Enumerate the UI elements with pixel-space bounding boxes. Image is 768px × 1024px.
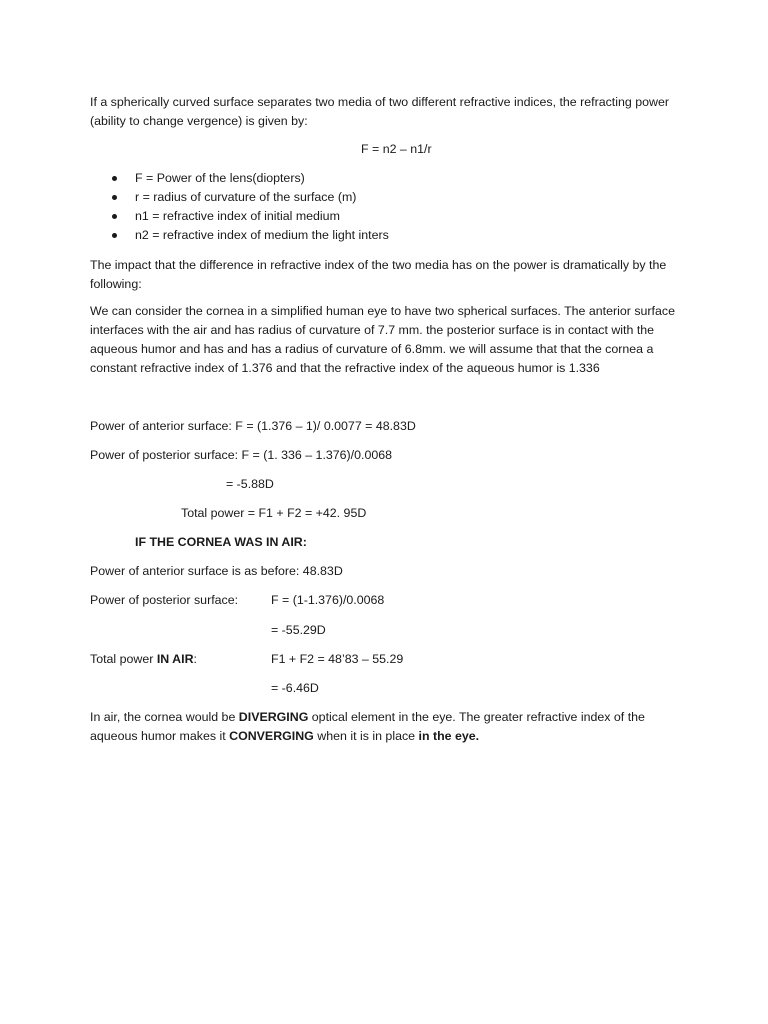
air-posterior-label: Power of posterior surface: bbox=[90, 593, 239, 607]
air-anterior-line: Power of anterior surface is as before: 48.83D bbox=[90, 564, 343, 578]
definitions-list bbox=[110, 169, 389, 245]
air-posterior-result: = -55.29D bbox=[271, 623, 326, 637]
list-item: n1 = refractive index of initial medium bbox=[110, 207, 389, 226]
air-total-result: = -6.46D bbox=[271, 681, 319, 695]
posterior-power-result: = -5.88D bbox=[226, 477, 274, 491]
bullet-icon bbox=[112, 233, 117, 238]
air-total-label: Total power IN AIR: bbox=[90, 652, 197, 666]
formula: F = n2 – n1/r bbox=[361, 142, 432, 156]
bullet-icon bbox=[112, 176, 117, 181]
conclusion-paragraph: In air, the cornea would be DIVERGING optical element in the eye. The greater refractive index of the aqueous humor makes it CONVERGING when it is in place in the eye. bbox=[90, 710, 645, 743]
list-item: r = radius of curvature of the surface (m) bbox=[110, 188, 389, 207]
intro-paragraph: If a spherically curved surface separates two media of two different refractive indices, the refracting power (ability to change vergence) is given by: bbox=[90, 95, 669, 128]
air-heading: IF THE CORNEA WAS IN AIR: bbox=[135, 535, 307, 549]
bullet-icon bbox=[112, 214, 117, 219]
air-posterior-formula: F = (1-1.376)/0.0068 bbox=[271, 593, 385, 607]
cornea-paragraph: We can consider the cornea in a simplified human eye to have two spherical surfaces. The anterior surface interfaces with the air and has radius of curvature of 7.7 mm. the posterior surface is in contact with the aqueous humor and has and has a radius of curvature of 6.8mm. we will assume that that the cornea a constant refractive index of 1.376 and that the refractive index of the aqueous humor is 1.336 bbox=[90, 304, 675, 375]
air-total-formula: F1 + F2 = 48’83 – 55.29 bbox=[271, 652, 404, 666]
list-item: F = Power of the lens(diopters) bbox=[110, 169, 389, 188]
list-item: n2 = refractive index of medium the light inters bbox=[110, 226, 389, 245]
total-power-line: Total power = F1 + F2 = +42. 95D bbox=[181, 506, 367, 520]
anterior-power-line: Power of anterior surface: F = (1.376 – 1)/ 0.0077 = 48.83D bbox=[90, 419, 416, 433]
impact-paragraph: The impact that the difference in refractive index of the two media has on the power is dramatically by the following: bbox=[90, 258, 667, 291]
bullet-icon bbox=[112, 195, 117, 200]
posterior-power-line: Power of posterior surface: F = (1. 336 – 1.376)/0.0068 bbox=[90, 448, 393, 462]
